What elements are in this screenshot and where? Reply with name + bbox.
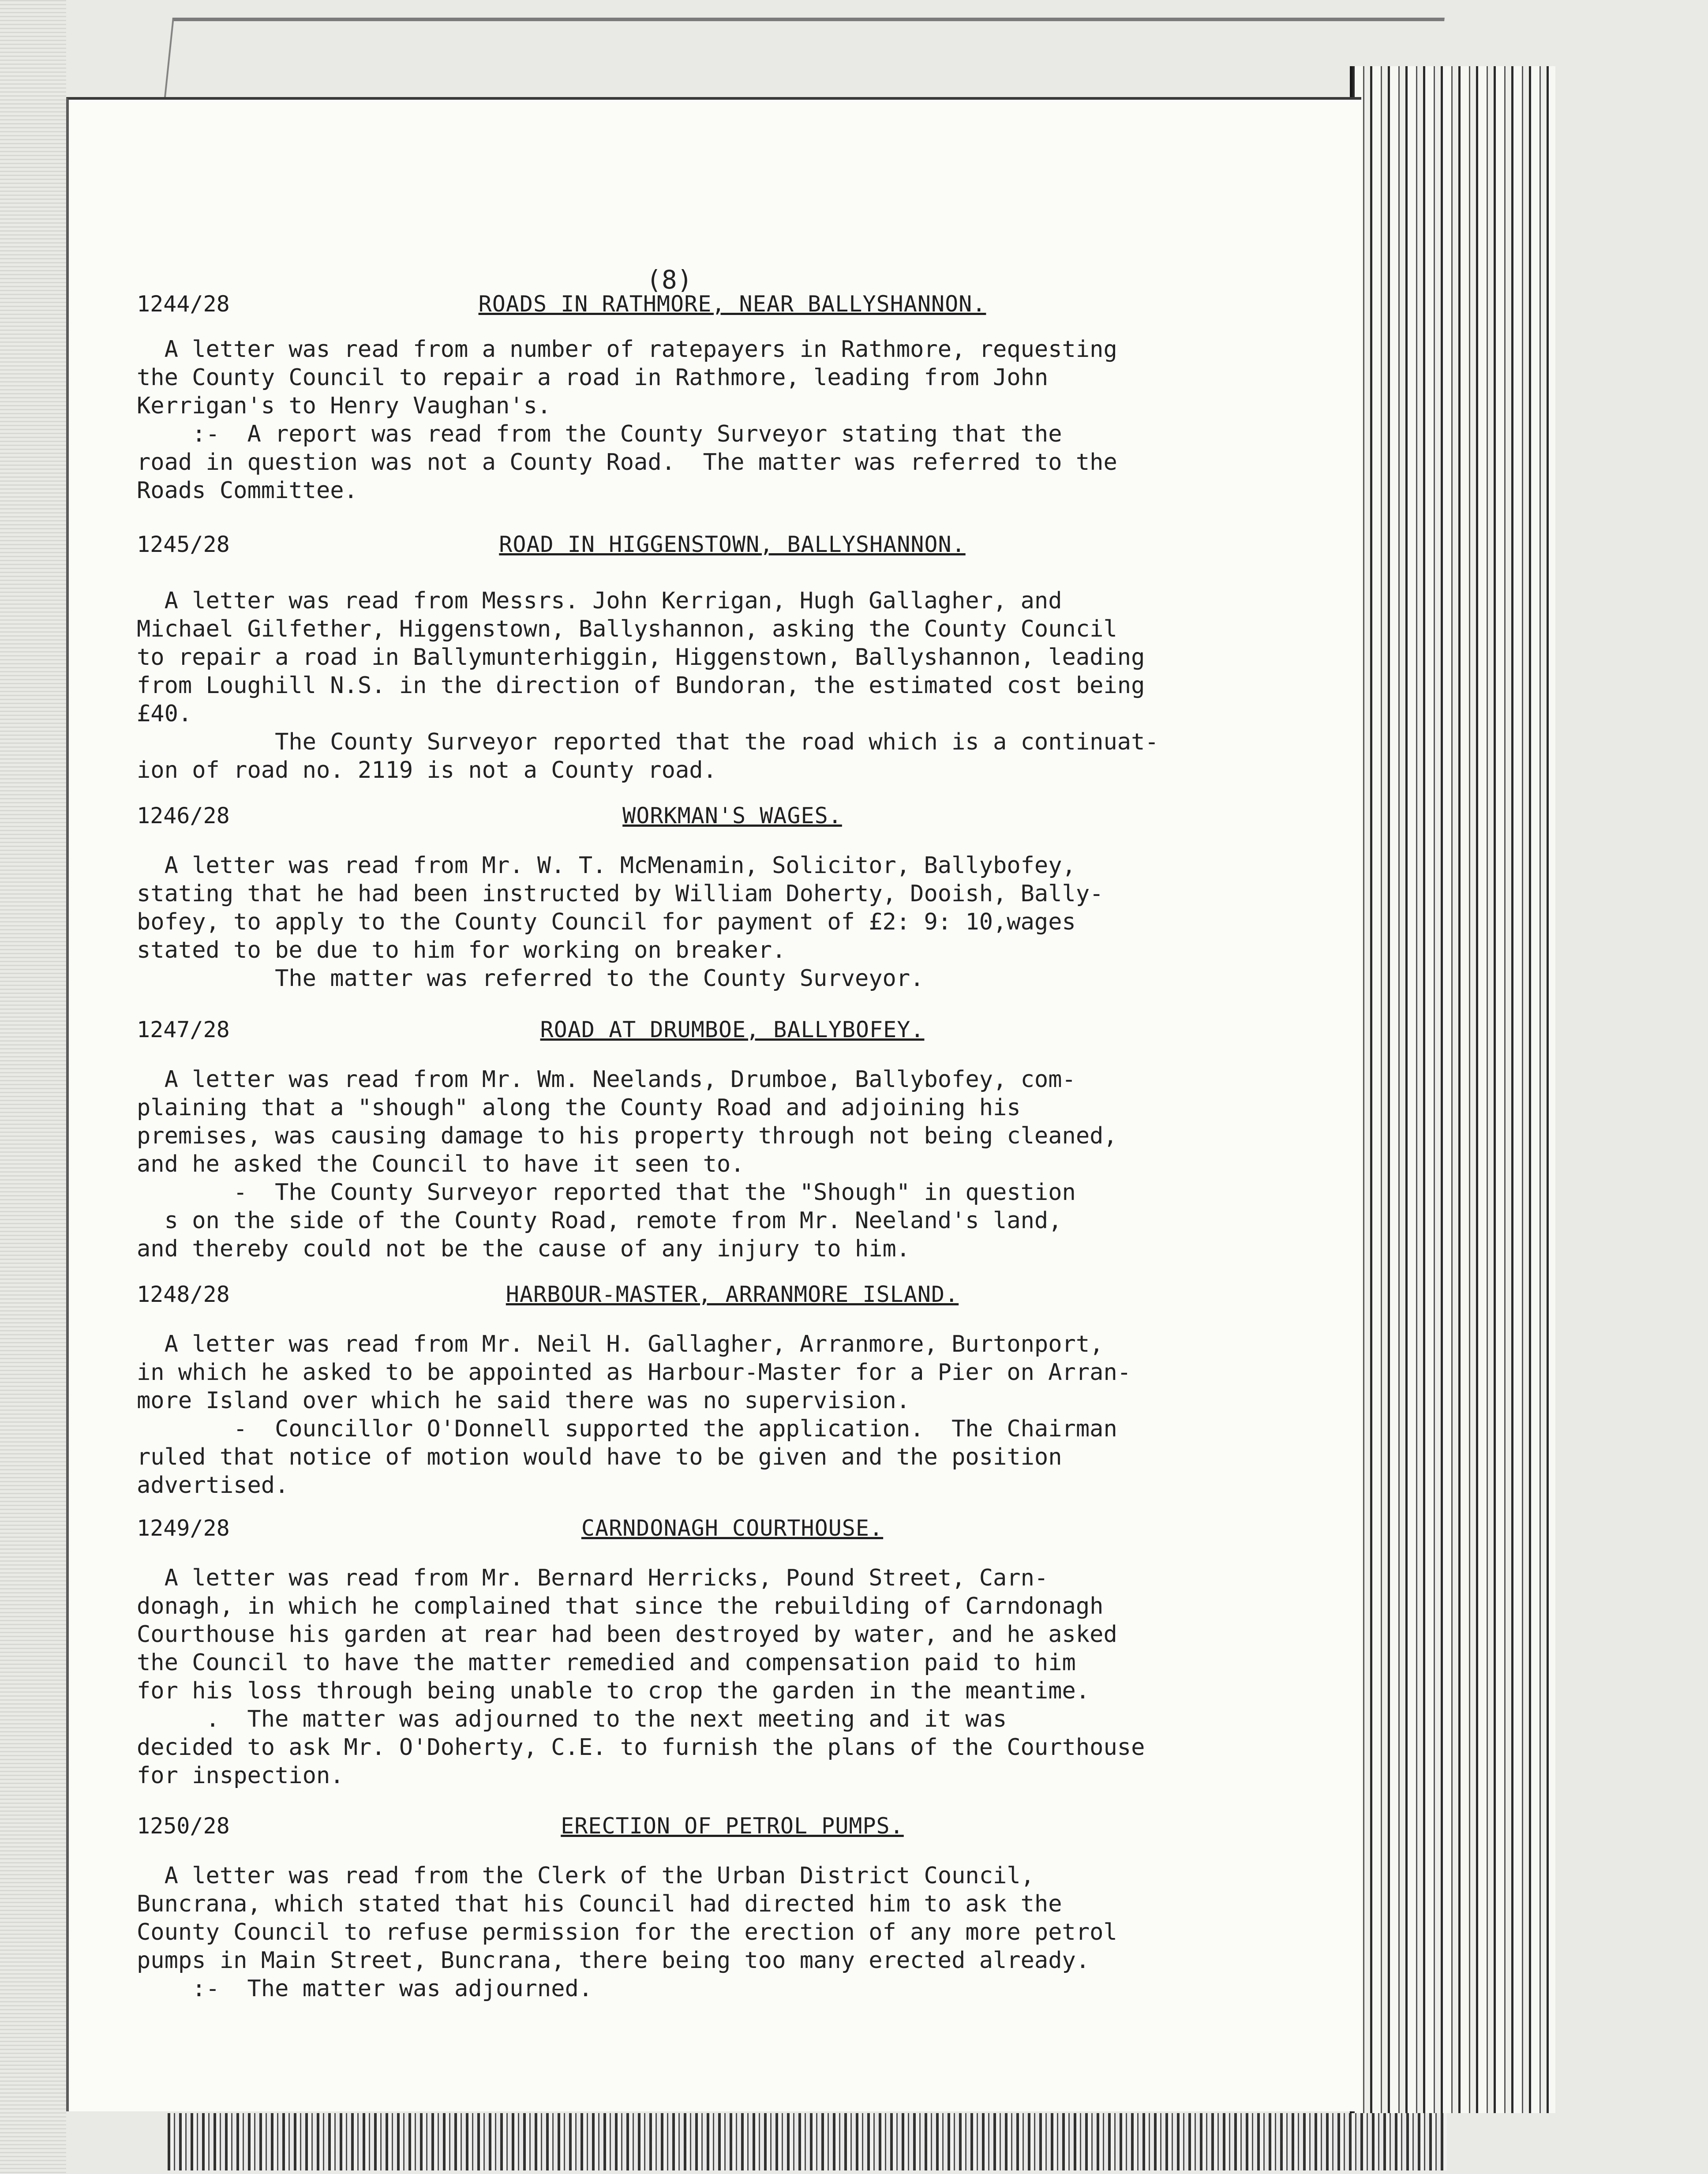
entry-heading: CARNDONAGH COURTHOUSE. — [581, 1515, 884, 1541]
entry-body: A letter was read from Mr. W. T. McMenamin, Solicitor, Ballybofey, stating that he had been instructed by William Doherty, Dooish, Bally- bofey, to apply to the County Council for payment of £2: 9: 10,wages stated to be due to him for working on breaker. The matter was referred to the County Surveyor. — [137, 852, 1104, 992]
entry-heading: ERECTION OF PETROL PUMPS. — [561, 1813, 904, 1839]
entry-reference: 1249/28 — [137, 1515, 230, 1541]
page-stack-edge — [1350, 66, 1555, 2113]
entry-heading: WORKMAN'S WAGES. — [622, 803, 842, 828]
entry-body: A letter was read from Mr. Neil H. Gallagher, Arranmore, Burtonport, in which he asked to be appointed as Harbour-Master for a Pier on Arran- more Island over which he said there was no supervision. - Councillor O'Donnell supported the application. The Chairman ruled that notice of motion would have to be given and the position advertised. — [137, 1331, 1131, 1499]
binder-clip-shadow — [163, 18, 1445, 109]
entry-heading: ROAD AT DRUMBOE, BALLYBOFEY. — [540, 1017, 925, 1042]
page-number: (8) — [646, 265, 693, 295]
entry-heading: HARBOUR-MASTER, ARRANMORE ISLAND. — [506, 1282, 959, 1307]
entry-body: A letter was read from Messrs. John Kerrigan, Hugh Gallagher, and Michael Gilfether, Higgenstown, Ballyshannon, asking the County Council to repair a road in Ballymunterhiggin, Higgenstown, Ballyshannon, leading from Loughill N.S. in the direction of Bundoran, the estimated cost being £40. The County Surveyor reported that the road which is a continuat- ion of road no. 2119 is not a County road. — [137, 588, 1159, 783]
scan-edge-noise — [0, 0, 66, 2174]
entry-body: A letter was read from a number of ratepayers in Rathmore, requesting the County Council to repair a road in Rathmore, leading from John Kerrigan's to Henry Vaughan's. :- A report was read from the County Surveyor stating that the road in question was not a County Road. The matter was referred to the Roads Committee. — [137, 336, 1117, 504]
entry-reference: 1250/28 — [137, 1813, 230, 1839]
entry-reference: 1246/28 — [137, 803, 230, 828]
binding-edge-strip — [168, 2113, 1447, 2170]
entry-body: A letter was read from Mr. Wm. Neelands, Drumboe, Ballybofey, com- plaining that a "shough" along the County Road and adjoining his premises, was causing damage to his property through not being cleaned, and he asked the Council to have it seen to. - The County Surveyor reported that the "Shough" in question s on the side of the County Road, remote from Mr. Neeland's land, and thereby could not be the cause of any injury to him. — [137, 1066, 1117, 1262]
entry-reference: 1247/28 — [137, 1017, 230, 1042]
entry-reference: 1244/28 — [137, 291, 230, 317]
entry-body: A letter was read from the Clerk of the Urban District Council, Buncrana, which stated that his Council had directed him to ask the County Council to refuse permission for the erection of any more petrol pumps in Main Street, Buncrana, there being too many erected already. :- The matter was adjourned. — [137, 1863, 1117, 2002]
entry-heading: ROADS IN RATHMORE, NEAR BALLYSHANNON. — [478, 291, 986, 317]
entry-reference: 1245/28 — [137, 532, 230, 557]
entry-heading: ROAD IN HIGGENSTOWN, BALLYSHANNON. — [499, 532, 966, 557]
entry-body: A letter was read from Mr. Bernard Herricks, Pound Street, Carn- donagh, in which he complained that since the rebuilding of Carndonagh Courthouse his garden at rear had been destroyed by water, and he asked the Council to have the matter remedied and compensation paid to him for his loss through being unable to crop the garden in the meantime. . The matter was adjourned to the next meeting and it was decided to ask Mr. O'Doherty, C.E. to furnish the plans of the Courthouse for inspection. — [137, 1565, 1145, 1789]
entry-reference: 1248/28 — [137, 1282, 230, 1307]
